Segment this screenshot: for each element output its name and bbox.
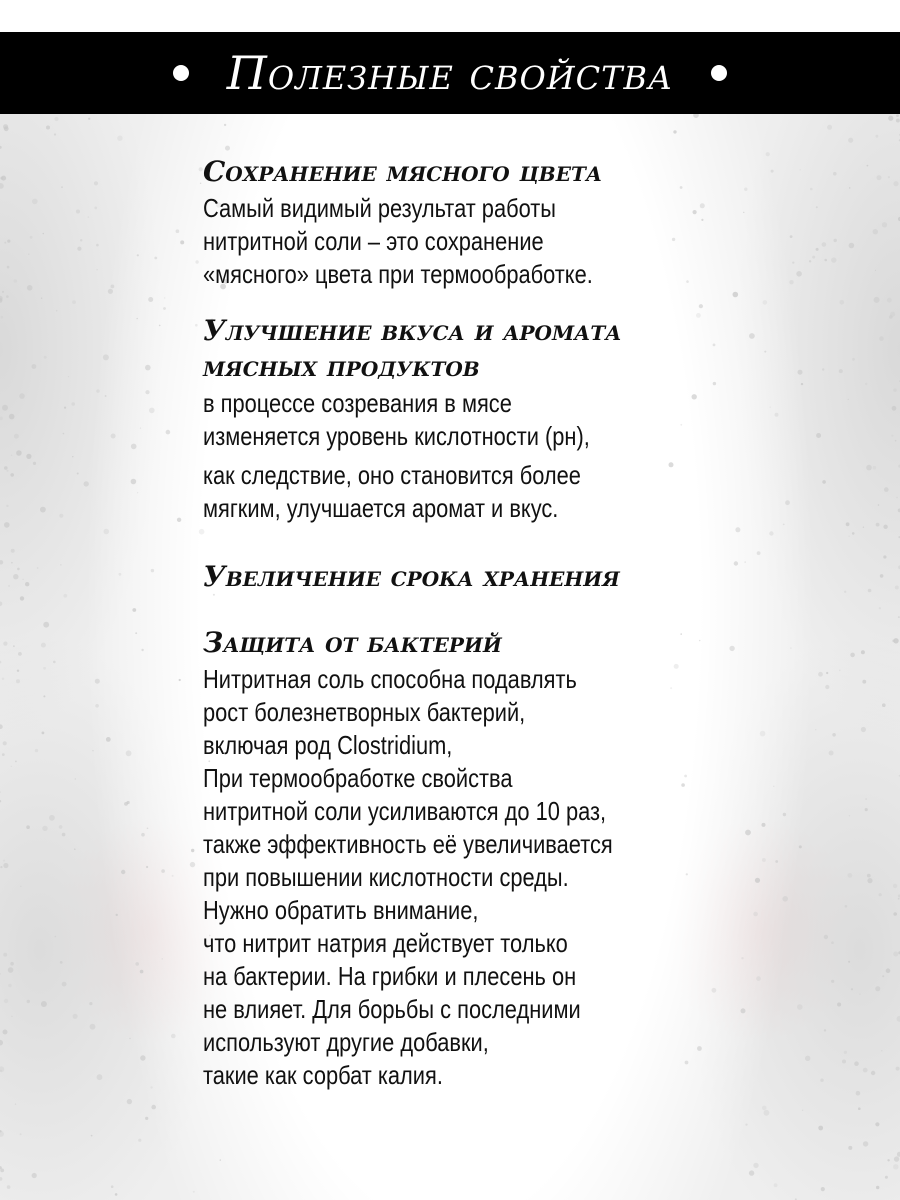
body-line: также эффективность её увеличивается — [203, 829, 613, 859]
body-line: изменяется уровень кислотности (рн), — [203, 421, 590, 451]
body-line: При термообработке свойства — [203, 763, 513, 793]
body-line: включая род Clostridium, — [203, 730, 453, 760]
section-bacteria-protection — [203, 625, 763, 1092]
body-line: Нитритная соль способна подавлять — [203, 664, 577, 694]
body-line: не влияет. Для борьбы с последними — [203, 994, 581, 1024]
body-line: используют другие добавки, — [203, 1027, 489, 1057]
section-title-line: Улучшение вкуса и аромата — [203, 314, 622, 347]
section-title: Сохранение мясного цвета — [203, 155, 603, 188]
header-banner — [0, 32, 900, 114]
body-line: рост болезнетворных бактерий, — [203, 697, 526, 727]
body-line: что нитрит натрия действует только — [203, 928, 568, 958]
body-line: мягким, улучшается аромат и вкус. — [203, 493, 559, 523]
section-title: Защита от бактерий — [203, 626, 502, 659]
body-line: такие как сорбат калия. — [203, 1060, 443, 1090]
page-title: Полезные свойства — [226, 46, 674, 100]
body-line: на бактерии. На грибки и плесень он — [203, 961, 577, 991]
top-margin — [0, 0, 900, 32]
body-line: «мясного» цвета при термообработке. — [203, 259, 593, 289]
content-column — [203, 154, 763, 1092]
section-body — [203, 663, 707, 1092]
section-shelf-life — [203, 559, 763, 595]
section-meat-color — [203, 154, 763, 291]
section-taste-aroma — [203, 313, 763, 525]
body-line: нитритной соли – это сохранение — [203, 226, 544, 256]
section-body — [203, 192, 707, 291]
bullet-left-icon — [173, 65, 189, 81]
body-line: как следствие, оно становится более — [203, 460, 581, 490]
section-title: Увеличение срока хранения — [203, 560, 620, 593]
body-line: Нужно обратить внимание, — [203, 895, 479, 925]
body-line: в процессе созревания в мясе — [203, 388, 512, 418]
section-body — [203, 387, 707, 525]
bullet-right-icon — [711, 65, 727, 81]
body-line: при повышении кислотности среды. — [203, 862, 569, 892]
body-line: нитритной соли усиливаются до 10 раз, — [203, 796, 607, 826]
body-line: Самый видимый результат работы — [203, 193, 556, 223]
section-title-line: мясных продуктов — [203, 350, 480, 383]
